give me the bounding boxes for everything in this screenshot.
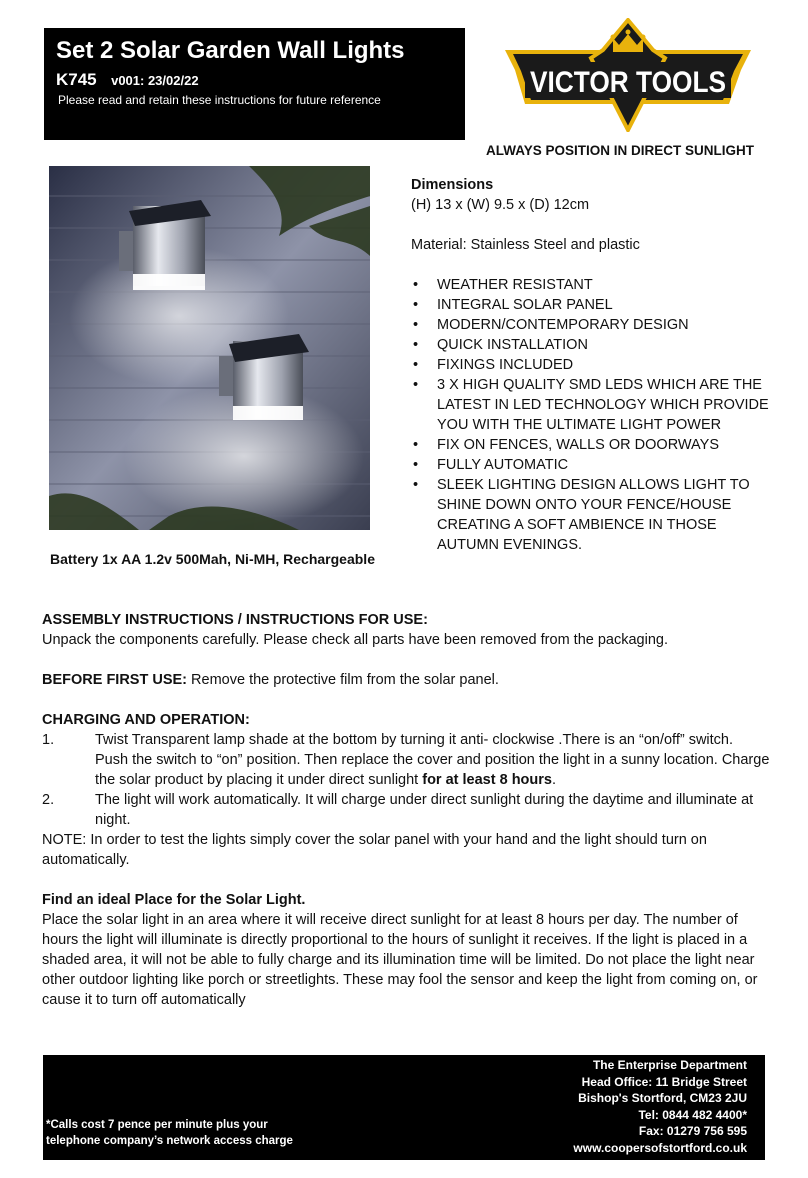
list-item: • FIX ON FENCES, WALLS OR DOORWAYS <box>413 437 719 453</box>
list-item: • FIXINGS INCLUDED <box>413 357 574 373</box>
logo-text: VICTOR TOOLS <box>530 66 726 99</box>
list-item: • FULLY AUTOMATIC <box>413 457 569 473</box>
address-line: Head Office: 11 Bridge Street <box>581 1074 747 1089</box>
company-address <box>573 1057 747 1156</box>
phone-number: Tel: 0844 482 4400* <box>638 1107 747 1122</box>
charging-step-1: 1. Twist Transparent lamp shade at the bottom by turning it anti- clockwise .There is an “on/off” switch. Push the switch to “on” position. Then replace the cover and position the light in a sunny location. Charge the solar product by placing it under direct sunlight for at least 8 hours. <box>42 732 770 788</box>
bullet: • <box>413 277 419 293</box>
call-charge-note: *Calls cost 7 pence per minute plus your telephone company’s network access charge <box>46 1119 293 1147</box>
list-item: • SLEEK LIGHTING DESIGN ALLOWS LIGHT TO SHINE DOWN ONTO YOUR FENCE/HOUSE CREATING A SOFT AMBIENCE IN THOSE AUTUMN EVENINGS. <box>413 477 750 553</box>
fax-number: Fax: 01279 756 595 <box>638 1124 747 1138</box>
dimensions-value: (H) 13 x (W) 9.5 x (D) 12cm <box>411 197 590 213</box>
bullet: • <box>413 437 419 453</box>
sunlight-note: ALWAYS POSITION IN DIRECT SUNLIGHT <box>486 143 755 158</box>
footer-box <box>43 1055 765 1160</box>
battery-info: Battery 1x AA 1.2v 500Mah, Ni-MH, Rechargeable <box>50 551 375 567</box>
bullet: • <box>413 457 419 473</box>
product-code-row <box>56 70 455 91</box>
placement-title: Find an ideal Place for the Solar Light. <box>42 892 306 908</box>
list-item: • QUICK INSTALLATION <box>413 337 588 353</box>
material-info: Material: Stainless Steel and plastic <box>411 237 640 253</box>
charging-title: CHARGING AND OPERATION: <box>42 712 250 728</box>
page-title: Set 2 Solar Garden Wall Lights <box>56 37 405 64</box>
bullet: • <box>413 297 419 313</box>
bullet: • <box>413 357 419 373</box>
features-list <box>411 275 771 555</box>
bullet: • <box>413 477 419 493</box>
version-label: v001: 23/02/22 <box>111 73 199 88</box>
dimensions-title: Dimensions <box>411 177 494 193</box>
bullet: • <box>413 337 419 353</box>
charging-note: NOTE: In order to test the lights simply cover the solar panel with your hand and the light should turn on automatically. <box>42 832 707 868</box>
list-item: • 3 X HIGH QUALITY SMD LEDS WHICH ARE THE LATEST IN LED TECHNOLOGY WHICH PROVIDE YOU WITH THE ULTIMATE LIGHT POWER <box>413 377 769 433</box>
list-item: • WEATHER RESISTANT <box>413 277 593 293</box>
header-box <box>44 28 465 140</box>
assembly-title: ASSEMBLY INSTRUCTIONS / INSTRUCTIONS FOR USE: <box>42 612 428 628</box>
product-photo <box>49 166 370 530</box>
bullet: • <box>413 317 419 333</box>
placement-text: Place the solar light in an area where it will receive direct sunlight for at least 8 hours per day. The number of hours the light will illuminate is directly proportional to the hours of sunlight it receives. If the light is placed in a shaded area, it will not be able to fully charge and its illumination time will be limited. Do not place the light near other outdoor lighting like porch or streetlights. These may fool the sensor and keep the light from coming on, or cause it to turn off automatically <box>42 912 758 1008</box>
retain-note: Please read and retain these instructions for future reference <box>58 93 381 107</box>
product-code: K745 <box>56 70 97 89</box>
victor-tools-logo <box>505 18 751 132</box>
address-line: Bishop's Stortford, CM23 2JU <box>578 1091 747 1105</box>
list-item: • MODERN/CONTEMPORARY DESIGN <box>413 317 689 333</box>
charging-step-2: 2. The light will work automatically. It will charge under direct sunlight during the daytime and illuminate at night. <box>42 792 754 828</box>
specs-section <box>411 175 771 555</box>
list-item: • INTEGRAL SOLAR PANEL <box>413 297 613 313</box>
instructions-section <box>42 610 770 1010</box>
website-link[interactable]: www.coopersofstortford.co.uk <box>573 1140 747 1155</box>
before-first-use: BEFORE FIRST USE: Remove the protective film from the solar panel. <box>42 672 499 688</box>
assembly-text: Unpack the components carefully. Please check all parts have been removed from the packaging. <box>42 632 668 648</box>
address-line: The Enterprise Department <box>592 1058 747 1072</box>
bullet: • <box>413 377 419 393</box>
